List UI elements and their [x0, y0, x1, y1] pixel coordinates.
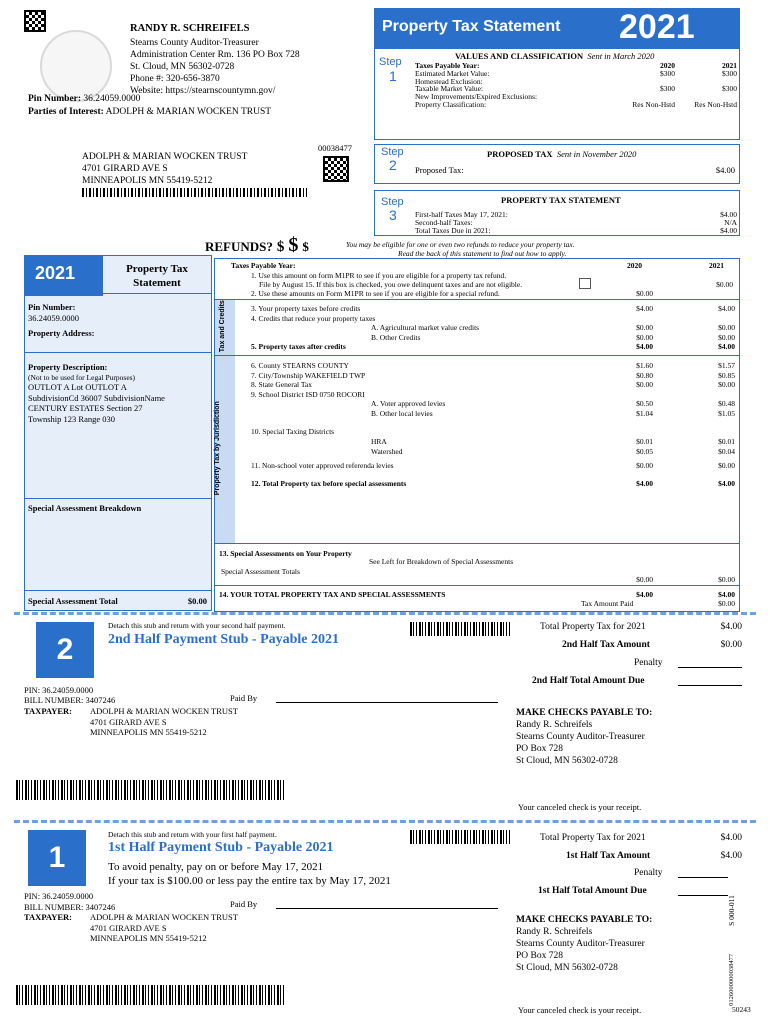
taxpayer-line: 4701 GIRARD AVE S	[90, 922, 167, 933]
step1-row-2020: $300	[660, 84, 675, 94]
step1-number: 1	[389, 68, 397, 84]
step1-row-label: Homestead Exclusion:	[415, 76, 483, 86]
tax-row	[251, 399, 737, 409]
step1-row-label: New Improvements/Expired Exclusions:	[415, 92, 538, 102]
tax-paid-label: Tax Amount Paid	[581, 599, 634, 608]
table-divider	[215, 299, 739, 300]
stub2-taxpayer-label: TAXPAYER:	[24, 706, 73, 716]
payable-line: Randy R. Schreifels	[516, 926, 593, 937]
postal-barcode-icon	[82, 188, 307, 197]
stub1-title: 1st Half Payment Stub - Payable 2021	[108, 840, 334, 855]
tax-row	[251, 333, 737, 343]
statement-title: Property Tax Statement	[382, 18, 561, 35]
delinquent-checkbox[interactable]	[579, 278, 591, 289]
tax-row-2021: $1.05	[718, 408, 735, 418]
step1-row	[415, 92, 737, 100]
left-divider	[24, 352, 212, 353]
tax-row-2020: $0.80	[636, 370, 653, 380]
stub2-due-label: 2nd Half Total Amount Due	[532, 676, 645, 686]
step3-panel	[374, 190, 740, 236]
credit-rows	[251, 304, 737, 352]
side-label-credits: Tax and Credits	[218, 300, 226, 353]
stub2-barcode-icon	[16, 780, 286, 800]
line14-label: 14. YOUR TOTAL PROPERTY TAX AND SPECIAL ASSESSMENTS	[219, 590, 446, 599]
left-pin-label: Pin Number:	[28, 302, 76, 312]
tax-row-label: 8. State General Tax	[251, 380, 312, 389]
step1-row-2021: 2021	[722, 61, 737, 70]
taxpayer-line: ADOLPH & MARIAN WOCKEN TRUST	[90, 912, 238, 922]
line13c: Special Assessment Totals	[221, 567, 300, 576]
line13: 13. Special Assessments on Your Property	[219, 549, 352, 558]
line11-2021: $0.00	[718, 461, 735, 470]
step1-row-label: Taxes Payable Year:	[415, 61, 480, 70]
left-column	[24, 255, 212, 611]
taxpayer-line: 4701 GIRARD AVE S	[90, 716, 167, 727]
stub1-total-label: Total Property Tax for 2021	[540, 833, 646, 843]
parties-value: ADOLPH & MARIAN WOCKEN TRUST	[105, 107, 272, 117]
left-desc-line: (Not to be used for Legal Purposes)	[28, 372, 136, 382]
refunds-label: REFUNDS?	[205, 239, 273, 254]
mail-qr-icon	[323, 156, 349, 182]
county-seal-icon	[40, 30, 112, 102]
col-2021: 2021	[709, 261, 724, 270]
tax-row-2020: $4.00	[636, 342, 653, 352]
taxpayer-line: MINNEAPOLIS MN 55419-5212	[90, 727, 207, 738]
side-tab-credits	[215, 300, 235, 355]
step1-heading-text: VALUES AND CLASSIFICATION	[455, 51, 584, 61]
stub1-paidby-label: Paid By	[230, 899, 258, 909]
stub1-note2: If your tax is $100.00 or less pay the entire tax by May 17, 2021	[108, 875, 391, 887]
left-pin	[28, 302, 79, 323]
step3-row-value: $4.00	[720, 210, 737, 219]
jurisdiction-rows	[251, 361, 737, 418]
table-divider	[215, 543, 739, 544]
refunds-note2: Read the back of this statement to find out how to apply.	[398, 249, 567, 258]
step1-row-2020: $300	[660, 68, 675, 78]
special-district-row	[251, 437, 737, 447]
left-desc-line: OUTLOT A Lot OUTLOT A	[28, 382, 127, 392]
left-description	[28, 362, 165, 425]
step2-heading	[487, 149, 636, 160]
dollar-sign-icon: $	[302, 239, 309, 254]
step1-row-2021: $300	[722, 84, 737, 94]
title-band	[374, 8, 740, 48]
stub1-receipt: Your canceled check is your receipt.	[518, 1005, 642, 1015]
tax-row-label: B. Other Credits	[371, 332, 421, 342]
left-desc-label: Property Description:	[28, 362, 108, 372]
left-divider	[24, 590, 212, 591]
step2-heading-text: PROPOSED TAX	[487, 149, 553, 159]
left-year: 2021	[25, 256, 103, 296]
step1-row	[415, 69, 737, 77]
tax-row-label: A. Agricultural market value credits	[371, 323, 480, 333]
step1-row-2021: $300	[722, 68, 737, 78]
step1-rows	[415, 61, 737, 108]
special-assessment-total-label: Special Assessment Total	[28, 596, 118, 606]
step2-sent: Sent in November 2020	[556, 149, 637, 159]
special-district-row	[251, 447, 737, 457]
step3-row	[415, 218, 737, 226]
step1-row-2020: 2020	[660, 61, 675, 70]
step3-rows	[415, 210, 737, 233]
stub1-penalty-field[interactable]	[678, 877, 728, 878]
col-2020: 2020	[627, 261, 642, 270]
step1-row	[415, 100, 737, 108]
special-district-label: HRA	[371, 437, 387, 446]
mail-line: MINNEAPOLIS MN 55419-5212	[82, 175, 213, 186]
step2-panel	[374, 144, 740, 184]
special-district-rows	[251, 437, 737, 456]
tax-row-label: B. Other local levies	[371, 408, 433, 418]
step2-number: 2	[389, 157, 397, 173]
tax-row-label: 7. City/Township WAKEFIELD TWP	[251, 370, 366, 380]
office-line: Website: https://stearnscountymn.gov/	[130, 85, 276, 96]
stub1-payable	[516, 915, 652, 974]
tax-row-2020: $4.00	[636, 304, 653, 313]
stub1-detach: Detach this stub and return with your first half payment.	[108, 830, 277, 839]
stub2-title: 2nd Half Payment Stub - Payable 2021	[108, 632, 340, 647]
step2-label: Step	[381, 146, 404, 158]
stub1-due-field[interactable]	[678, 895, 728, 896]
table-divider	[215, 585, 739, 586]
tax-row-2020: $0.00	[636, 332, 653, 342]
mail-line: ADOLPH & MARIAN WOCKEN TRUST	[82, 152, 248, 162]
payable-line: Stearns County Auditor-Treasurer	[516, 938, 645, 949]
step1-label: Step	[379, 56, 402, 68]
refunds-note1: You may be eligible for one or even two refunds to reduce your property tax.	[346, 240, 575, 249]
line1a: 1. Use this amount on form M1PR to see if you are eligible for a property tax refund.	[251, 271, 507, 280]
taxpayer-line: ADOLPH & MARIAN WOCKEN TRUST	[90, 706, 238, 716]
parties-label: Parties of Interest:	[28, 107, 104, 117]
tax-row	[251, 409, 737, 419]
line1b: File by August 15. If this box is checked, you owe delinquent taxes and are not eligible.	[259, 280, 523, 289]
step3-row	[415, 226, 737, 234]
step3-row-value: $4.00	[720, 225, 737, 235]
tax-row-label: 9. School District ISD 0750 ROCORI	[251, 389, 365, 399]
mail-address	[82, 152, 247, 188]
payable-label: MAKE CHECKS PAYABLE TO:	[516, 708, 653, 718]
tax-row-2020: $0.50	[636, 399, 653, 408]
tax-row-label: 5. Property taxes after credits	[251, 342, 346, 352]
special-district-2021: $0.04	[718, 446, 735, 456]
step3-row-label: Second-half Taxes:	[415, 217, 473, 227]
stub2-total: $4.00	[720, 622, 742, 632]
stub1-half-label: 1st Half Tax Amount	[566, 851, 651, 861]
line13b: See Left for Breakdown of Special Assessments	[369, 557, 514, 566]
stub2-paidby-field[interactable]	[276, 702, 498, 703]
left-title-1: Property Tax	[126, 263, 188, 275]
step3-number: 3	[389, 207, 397, 223]
stub2-receipt: Your canceled check is your receipt.	[518, 802, 642, 812]
proposed-tax-value: $4.00	[715, 165, 735, 175]
dollar-sign-icon: $	[276, 239, 285, 255]
line2-2020: $0.00	[636, 289, 653, 298]
office-line: St. Cloud, MN 56302-0728	[130, 61, 235, 72]
tax-row-2020: $0.00	[636, 323, 653, 333]
left-address-label: Property Address:	[28, 328, 95, 338]
tax-row	[251, 314, 737, 324]
office-block	[130, 22, 360, 98]
line13-2020: $0.00	[636, 575, 653, 584]
stub2-payable	[516, 708, 652, 767]
detach-line	[14, 612, 756, 615]
tax-row-label: 4. Credits that reduce your property taxes	[251, 313, 376, 323]
stub1-barcode-icon	[16, 985, 286, 1005]
tax-row-2021: $0.00	[718, 323, 735, 333]
barcode-icon	[410, 622, 510, 636]
stub2-half-label: 2nd Half Tax Amount	[562, 640, 650, 650]
tax-row-2021: $4.00	[718, 304, 735, 313]
line12-2021: $4.00	[718, 479, 735, 488]
proposed-tax-label: Proposed Tax:	[415, 165, 464, 175]
stub2-penalty-field[interactable]	[678, 667, 742, 668]
step1-row	[415, 61, 737, 69]
parties-of-interest	[28, 107, 271, 119]
side-tab-jurisdiction	[215, 356, 235, 543]
line11-row	[251, 461, 735, 470]
tax-row-2021: $0.00	[718, 380, 735, 389]
left-title-2: Statement	[133, 277, 181, 290]
stub1-paidby-field[interactable]	[276, 908, 498, 909]
step1-panel	[374, 48, 740, 140]
step1-row-label: Estimated Market Value:	[415, 68, 490, 78]
step1-sent: Sent in March 2020	[587, 51, 655, 61]
stub2-due-field[interactable]	[678, 685, 742, 686]
pin-label: Pin Number:	[28, 94, 82, 104]
step3-row-label: Total Taxes Due in 2021:	[415, 225, 491, 235]
stub1-note1: To avoid penalty, pay on or before May 17, 2021	[108, 861, 324, 873]
special-assessment-total: $0.00	[187, 596, 207, 606]
payable-line: Stearns County Auditor-Treasurer	[516, 731, 645, 742]
stub2-total-label: Total Property Tax for 2021	[540, 622, 646, 632]
payable-label: MAKE CHECKS PAYABLE TO:	[516, 915, 653, 925]
stub2-half: $0.00	[720, 640, 742, 650]
left-title	[107, 262, 207, 291]
pin-value: 36.24059.0000	[83, 94, 141, 104]
step3-heading: PROPERTY TAX STATEMENT	[501, 195, 621, 205]
table-divider	[215, 355, 739, 356]
payable-line: St Cloud, MN 56302-0728	[516, 962, 618, 973]
left-pin-value: 36.24059.0000	[28, 312, 79, 323]
tax-row	[251, 342, 737, 352]
line12-label: 12. Total Property tax before special assessments	[251, 479, 407, 488]
tax-row-label: A. Voter approved levies	[371, 399, 446, 408]
line14-2020: $4.00	[636, 590, 653, 599]
tax-row	[251, 371, 737, 381]
payable-line: PO Box 728	[516, 950, 563, 961]
special-district-2021: $0.01	[718, 437, 735, 446]
qr-code-icon	[24, 10, 46, 32]
stub1-number: 1	[28, 830, 86, 886]
stub2-taxpayer	[90, 706, 238, 738]
left-desc-line: CENTURY ESTATES Section 27	[28, 403, 143, 414]
special-assessment-breakdown: Special Assessment Breakdown	[28, 503, 142, 513]
left-divider	[24, 498, 212, 499]
tax-row-2021: $0.85	[718, 370, 735, 380]
step1-row	[415, 84, 737, 92]
tax-row-2020: $1.04	[636, 408, 653, 418]
stub2-detach: Detach this stub and return with your second half payment.	[108, 621, 286, 630]
dollar-sign-icon: $	[288, 234, 299, 256]
stub2-bill: BILL NUMBER: 3407246	[24, 695, 116, 705]
tax-year-label: Taxes Payable Year:	[231, 261, 296, 270]
barcode-icon	[410, 830, 510, 844]
step1-row	[415, 77, 737, 85]
stub1-penalty-label: Penalty	[634, 868, 663, 878]
stub2-number: 2	[36, 622, 94, 678]
step1-row-label: Property Classification:	[415, 99, 487, 109]
statement-year: 2021	[619, 8, 695, 46]
tax-row-2021: $4.00	[718, 342, 735, 352]
payable-line: Randy R. Schreifels	[516, 719, 593, 730]
stub2-paidby-label: Paid By	[230, 693, 258, 703]
mail-line: 4701 GIRARD AVE S	[82, 163, 168, 174]
stub1-due-label: 1st Half Total Amount Due	[538, 886, 647, 896]
tax-row-2020: $1.60	[636, 361, 653, 370]
mail-sequence: 00038477	[318, 143, 352, 153]
left-divider	[24, 293, 212, 294]
left-desc-line: Township 123 Range 030	[28, 413, 115, 424]
tax-row-label: 6. County STEARNS COUNTY	[251, 361, 349, 370]
line11-2020: $0.00	[636, 461, 653, 470]
step3-row-value: N/A	[724, 217, 737, 227]
line12-2020: $4.00	[636, 479, 653, 488]
stub1-taxpayer	[90, 912, 238, 944]
line14-2021: $4.00	[718, 590, 735, 599]
office-line: Administration Center Rm. 136 PO Box 728	[130, 50, 300, 60]
tax-row	[251, 304, 737, 314]
detach-line	[14, 820, 756, 823]
side-code: S 000-011	[726, 895, 736, 926]
stub1-taxpayer-label: TAXPAYER:	[24, 912, 73, 922]
payable-line: PO Box 728	[516, 743, 563, 754]
tax-row	[251, 390, 737, 400]
side-label-jurisdiction: Property Tax by Jurisdiction	[213, 401, 221, 496]
corner-code: 50243	[732, 1005, 751, 1014]
pin-number	[28, 94, 140, 106]
payable-line: St Cloud, MN 56302-0728	[516, 755, 618, 766]
taxpayer-line: MINNEAPOLIS MN 55419-5212	[90, 933, 207, 944]
tax-row-2021: $1.57	[718, 361, 735, 370]
stub1-bill: BILL NUMBER: 3407246	[24, 902, 116, 912]
stub1-total: $4.00	[720, 833, 742, 843]
line11-label: 11. Non-school voter approved referenda levies	[251, 461, 394, 470]
tax-paid-2021: $0.00	[718, 599, 735, 608]
stub2-pin: PIN: 36.24059.0000	[24, 685, 94, 695]
tax-row	[251, 361, 737, 371]
tax-row	[251, 380, 737, 390]
step3-row	[415, 210, 737, 218]
line13-2021: $0.00	[718, 575, 735, 584]
official-name: RANDY R. SCHREIFELS	[130, 23, 250, 34]
step3-row-label: First-half Taxes May 17, 2021:	[415, 210, 508, 219]
tax-row-2020: $0.00	[636, 380, 653, 389]
office-line: Phone #: 320-656-3870	[130, 73, 220, 84]
tax-row-2021: $0.48	[718, 399, 735, 408]
special-district-2020: $0.01	[636, 437, 653, 446]
special-district-label: Watershed	[371, 446, 403, 456]
step1-row-2021: Res Non-Hstd	[694, 99, 737, 109]
office-line: Stearns County Auditor-Treasurer	[130, 38, 259, 49]
side-long-code: 0126000000038477	[728, 953, 736, 1006]
line2: 2. Use these amounts on Form M1PR to see if you are eligible for a special refund.	[251, 289, 500, 298]
special-district-2020: $0.05	[636, 446, 653, 456]
stub1-half: $4.00	[720, 851, 742, 861]
tax-table	[214, 258, 740, 612]
stub2-penalty-label: Penalty	[634, 658, 663, 668]
step1-row-2020: Res Non-Hstd	[632, 99, 675, 109]
tax-row-label: 3. Your property taxes before credits	[251, 304, 361, 313]
stub1-pin: PIN: 36.24059.0000	[24, 891, 94, 901]
line1b-2021: $0.00	[716, 280, 733, 289]
line10: 10. Special Taxing Districts	[251, 427, 335, 436]
left-desc-line: SubdivisionCd 36007 SubdivisionName	[28, 392, 165, 403]
step1-row-label: Taxable Market Value:	[415, 84, 484, 94]
tax-row	[251, 323, 737, 333]
step3-label: Step	[381, 196, 404, 208]
tax-row-2021: $0.00	[718, 332, 735, 342]
